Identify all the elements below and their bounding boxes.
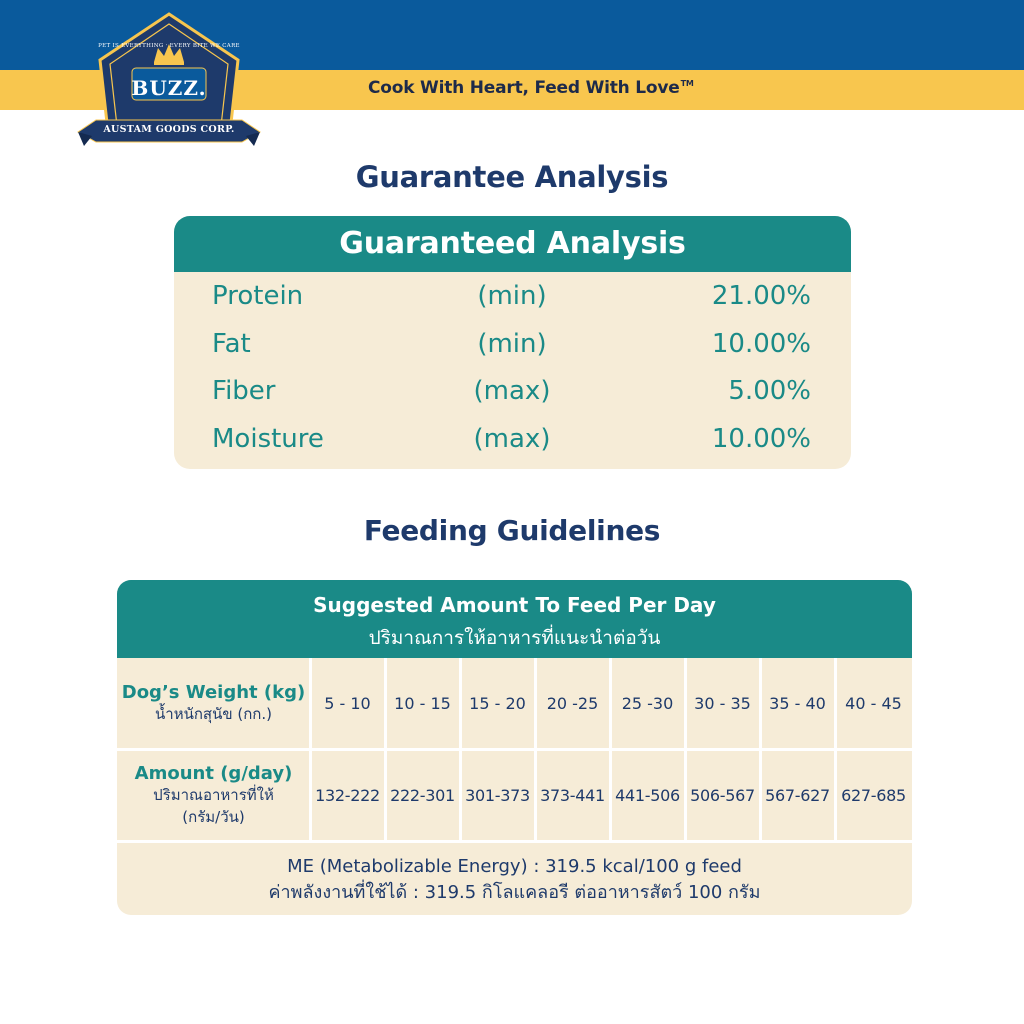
feeding-table bbox=[117, 580, 912, 915]
guaranteed-analysis-title: Guaranteed Analysis bbox=[174, 216, 851, 272]
table-divider bbox=[117, 840, 912, 843]
logo-brand-name: BUZZ. bbox=[131, 76, 207, 100]
tagline: Cook With Heart, Feed With Love™ bbox=[368, 78, 694, 98]
nutrient-value: 21.00% bbox=[711, 281, 811, 311]
weight-label-en: Dog’s Weight (kg) bbox=[121, 681, 306, 703]
analysis-row bbox=[174, 325, 851, 365]
nutrient-qualifier: (max) bbox=[473, 376, 551, 406]
amount-label-en: Amount (g/day) bbox=[134, 763, 293, 784]
analysis-row bbox=[174, 277, 851, 317]
analysis-row bbox=[174, 420, 851, 460]
weight-cell: 10 - 15 bbox=[394, 693, 451, 713]
weight-cell: 15 - 20 bbox=[469, 693, 526, 713]
me-text-th: ค่าพลังงานที่ใช้ได้ : 319.5 กิโลแคลอรี ต่ออาหารสัตว์ 100 กรัม bbox=[268, 882, 761, 903]
nutrient-qualifier: (min) bbox=[477, 281, 547, 311]
nutrient-value: 5.00% bbox=[728, 376, 811, 406]
nutrient-name: Protein bbox=[212, 281, 304, 311]
analysis-row bbox=[174, 372, 851, 412]
guaranteed-analysis-card bbox=[174, 216, 851, 469]
weight-label-th: น้ำหนักสุนัข (กก.) bbox=[155, 704, 272, 723]
feeding-table-title-th: ปริมาณการให้อาหารที่แนะนำต่อวัน bbox=[368, 627, 661, 649]
nutrient-qualifier: (max) bbox=[473, 424, 551, 454]
amount-label-th-2: (กรัม/วัน) bbox=[182, 808, 245, 826]
feeding-guidelines-heading: Feeding Guidelines bbox=[363, 514, 661, 547]
nutrient-name: Fat bbox=[212, 329, 251, 359]
nutrient-value: 10.00% bbox=[711, 329, 811, 359]
metabolizable-energy-note bbox=[117, 854, 912, 906]
buzz-logo bbox=[74, 10, 264, 150]
weight-cell: 35 - 40 bbox=[769, 693, 826, 713]
amount-cell: 567-627 bbox=[765, 786, 830, 805]
nutrient-value: 10.00% bbox=[711, 424, 811, 454]
weight-cell: 20 -25 bbox=[546, 693, 599, 713]
amount-cell: 301-373 bbox=[465, 786, 530, 805]
weight-cell: 30 - 35 bbox=[694, 693, 751, 713]
me-text-en: ME (Metabolizable Energy) : 319.5 kcal/100 g feed bbox=[287, 856, 742, 877]
amount-cell: 627-685 bbox=[841, 786, 906, 805]
logo-corp-name: AUSTAM GOODS CORP. bbox=[103, 124, 235, 135]
nutrient-qualifier: (min) bbox=[477, 329, 547, 359]
nutrient-name: Moisture bbox=[212, 424, 324, 454]
trademark-mark: TM bbox=[680, 79, 694, 89]
guarantee-analysis-heading: Guarantee Analysis bbox=[355, 160, 669, 194]
amount-row-label bbox=[117, 751, 310, 840]
feeding-table-header bbox=[117, 580, 912, 658]
amount-cell: 441-506 bbox=[615, 786, 680, 805]
logo-arc-text: PET IS EVERYTHING · EVERY BITE WE CARE bbox=[98, 43, 240, 49]
feeding-table-title-en: Suggested Amount To Feed Per Day bbox=[313, 593, 716, 617]
weight-cell: 5 - 10 bbox=[324, 693, 371, 713]
amount-cell: 373-441 bbox=[540, 786, 605, 805]
amount-cell: 222-301 bbox=[390, 786, 455, 805]
amount-cell: 132-222 bbox=[315, 786, 380, 805]
nutrient-name: Fiber bbox=[212, 376, 276, 406]
weight-cell: 40 - 45 bbox=[845, 693, 902, 713]
weight-row-label bbox=[117, 658, 310, 748]
weight-cell: 25 -30 bbox=[621, 693, 674, 713]
amount-label-th-1: ปริมาณอาหารที่ให้ bbox=[153, 786, 274, 804]
amount-cell: 506-567 bbox=[690, 786, 755, 805]
